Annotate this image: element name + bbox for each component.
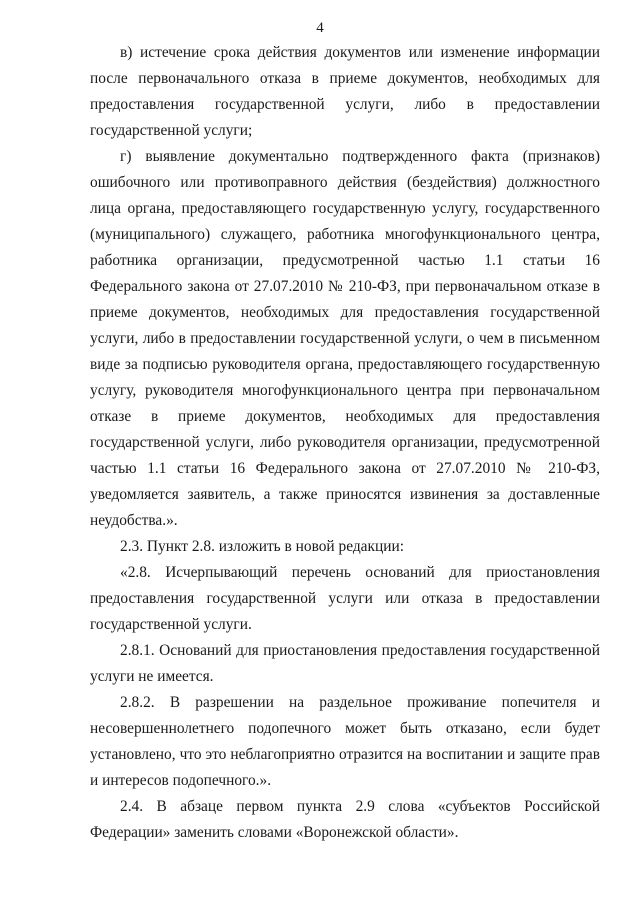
paragraph-2-8-1: 2.8.1. Оснований для приостановления предоставления государственной услуги не имеется.: [90, 642, 600, 685]
paragraph-item-v: в) истечение срока действия документов или изменение информации после первоначального отказа в приеме документов, необходимых для предоставления государственной услуги, либо в предоставлении государственной услуги;: [90, 44, 600, 139]
paragraph-2-8-2: 2.8.2. В разрешении на раздельное проживание попечителя и несовершеннолетнего подопечного может быть отказано, если будет установлено, что это неблагоприятно отразится на воспитании и защите прав и интересов подопечного.».: [90, 694, 600, 789]
paragraph-item-g: г) выявление документально подтвержденного факта (признаков) ошибочного или противоправного действия (бездействия) должностного лица органа, предоставляющего государственную услугу, государственного (муниципального) служащего, работника многофункционального центра, работника организации, предусмотренной частью 1.1 статьи 16 Федерального закона от 27.07.2010 № 210-ФЗ, при первоначальном отказе в приеме документов, необходимых для предоставления государственной услуги, либо в предоставлении государственной услуги, о чем в письменном виде за подписью руководителя органа, предоставляющего государственную услугу, руководителя многофункционального центра при первоначальном отказе в приеме документов, необходимых для предоставления государственной услуги, либо руководителя организации, предусмотренной частью 1.1 статьи 16 Федерального закона от 27.07.2010 № 210-ФЗ, уведомляется заявитель, а также приносятся извинения за доставленные неудобства.».: [90, 148, 600, 529]
document-body: [90, 40, 600, 846]
paragraph-2-4: 2.4. В абзаце первом пункта 2.9 слова «субъектов Российской Федерации» заменить словами «Воронежской области».: [90, 798, 600, 841]
paragraph-2-8: «2.8. Исчерпывающий перечень оснований для приостановления предоставления государственной услуги или отказа в предоставлении государственной услуги.: [90, 564, 600, 633]
page-number: 4: [316, 20, 324, 36]
paragraph-2-3: 2.3. Пункт 2.8. изложить в новой редакции:: [120, 538, 404, 555]
